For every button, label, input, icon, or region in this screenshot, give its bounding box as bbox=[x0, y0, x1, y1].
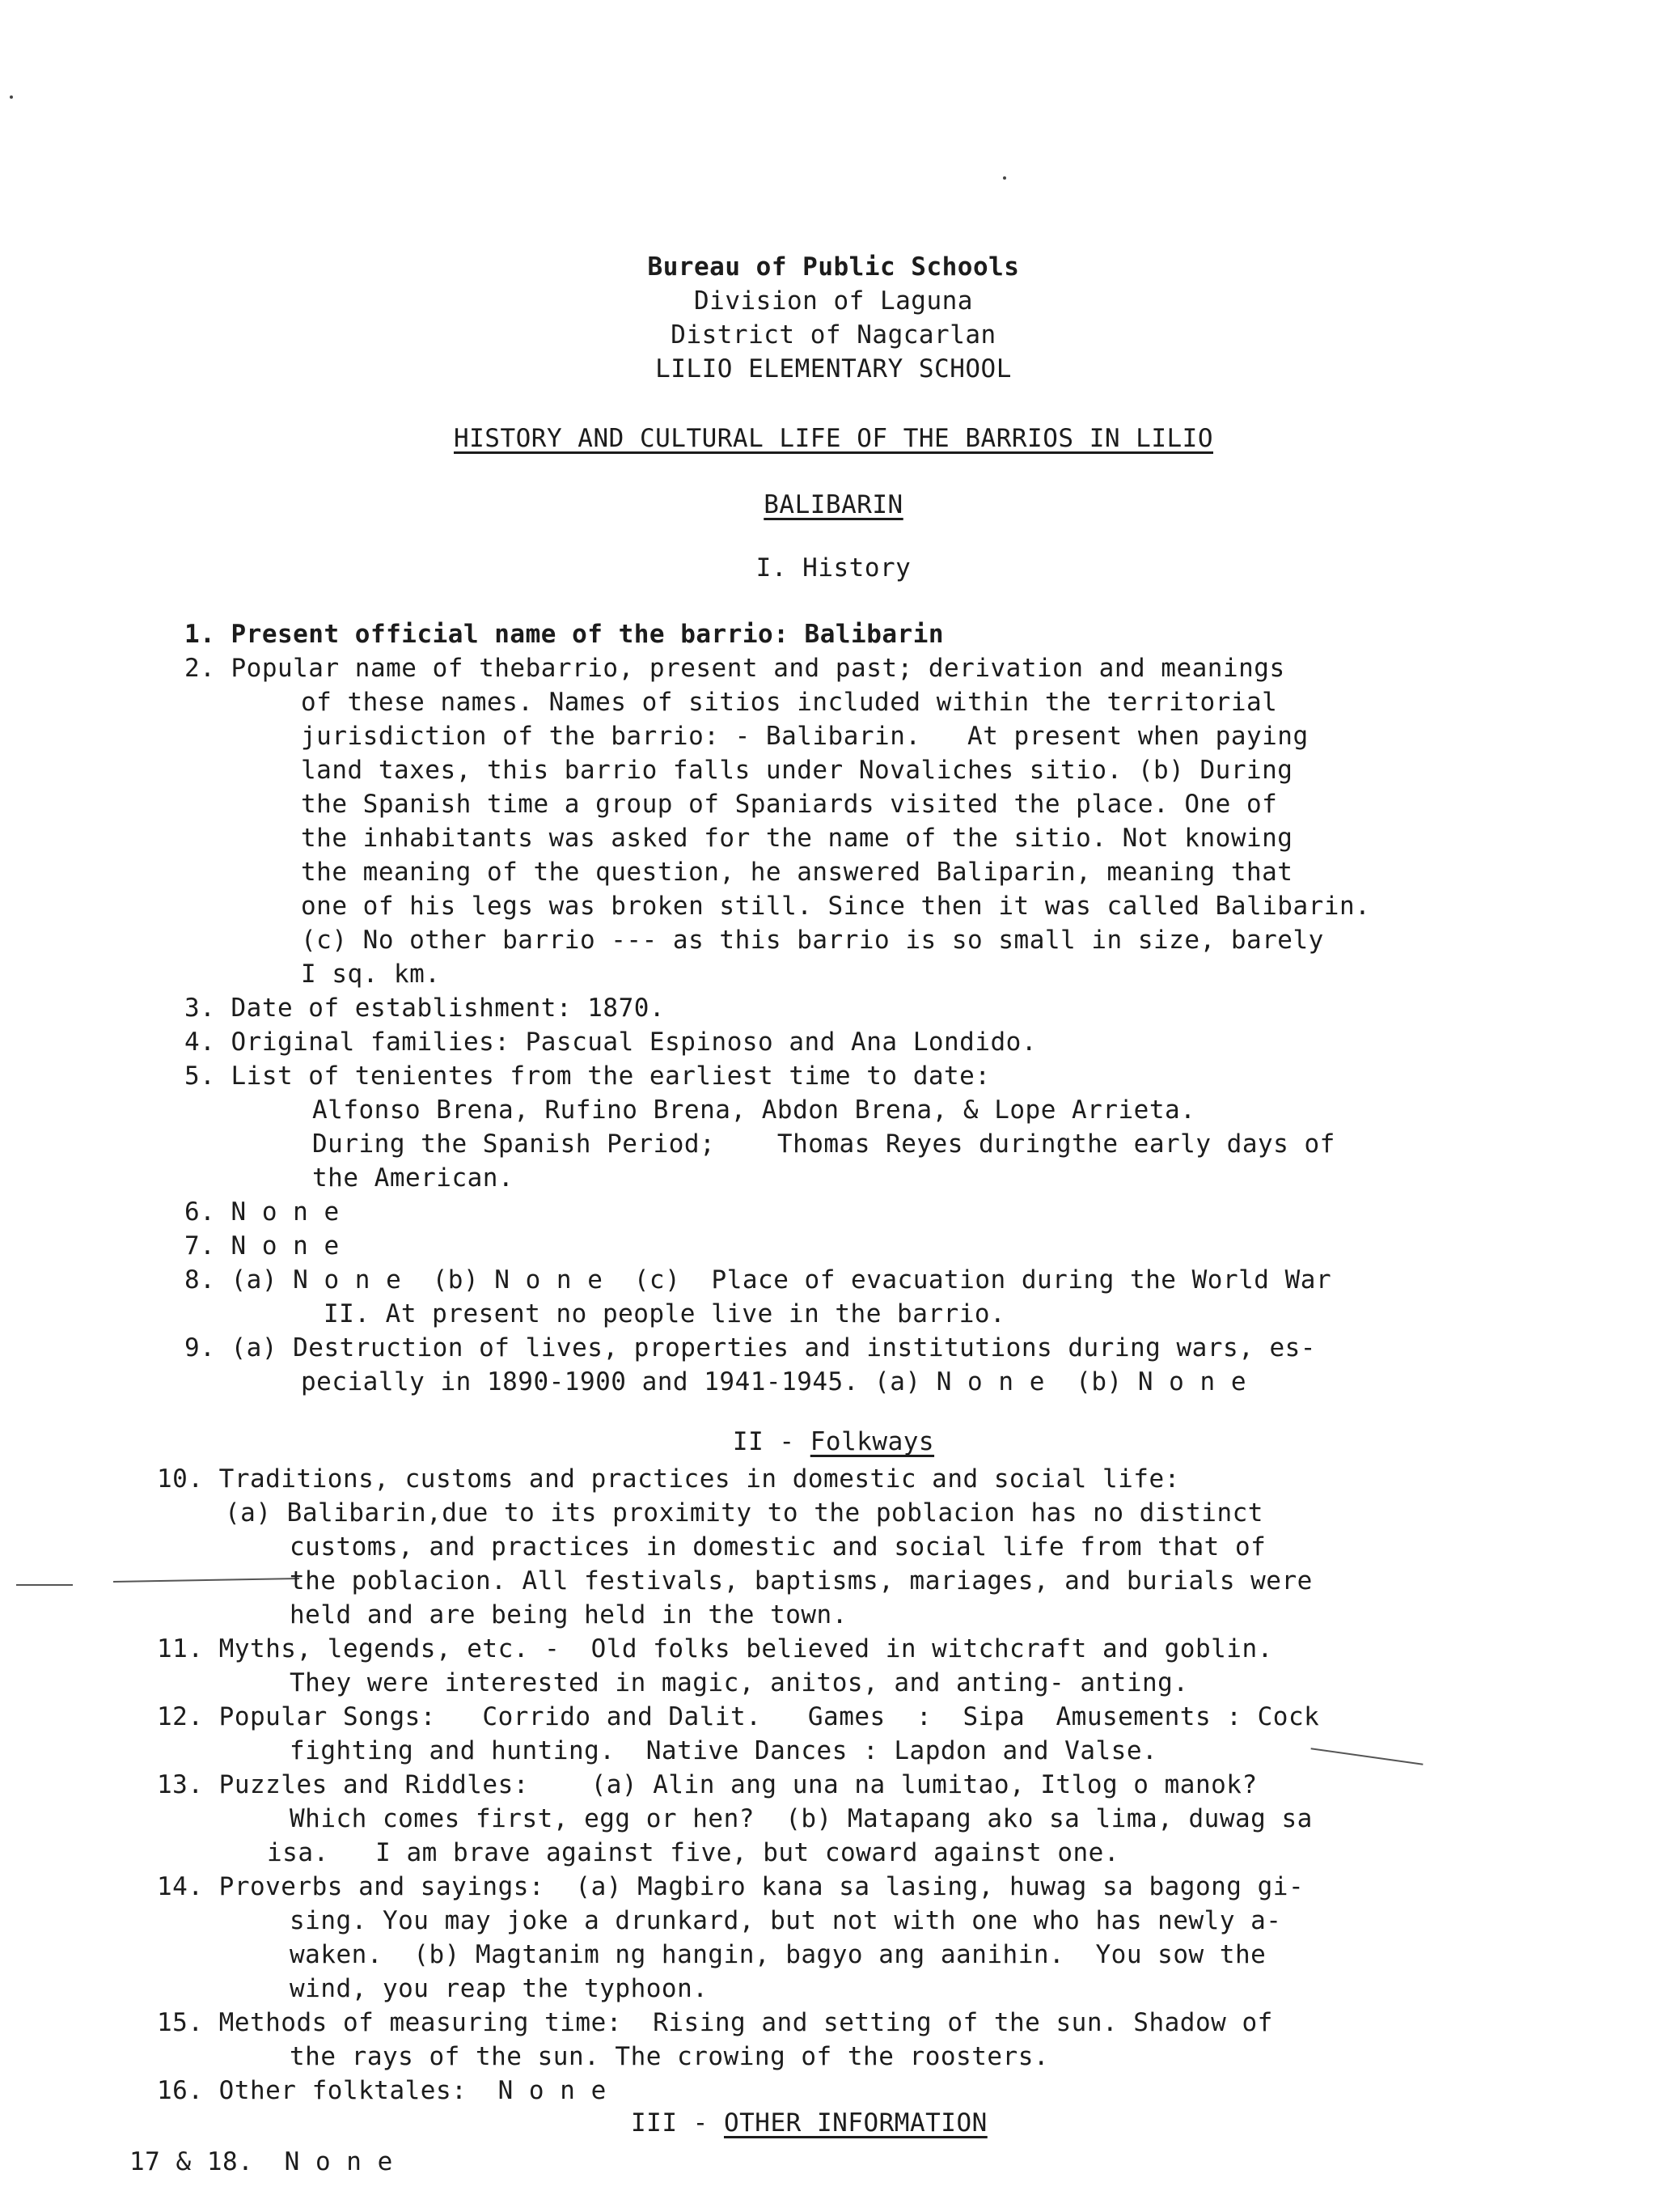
item-8-line: 8. (a) N o n e (b) N o n e (c) Place of evacuation during the World War bbox=[184, 1265, 1332, 1295]
scan-stroke bbox=[16, 1584, 73, 1586]
item-13-line: Which comes first, egg or hen? (b) Matapang ako sa lima, duwag sa bbox=[290, 1804, 1313, 1833]
item-5-line: the American. bbox=[312, 1163, 514, 1193]
item-2-line: of these names. Names of sitios included within the territorial bbox=[301, 688, 1278, 717]
item-10-line: the poblacion. All festivals, baptisms, mariages, and burials were bbox=[290, 1566, 1313, 1595]
item-12-line: 12. Popular Songs: Corrido and Dalit. Games : Sipa Amusements : Cock bbox=[157, 1702, 1320, 1731]
item-1: 1. Present official name of the barrio: Balibarin bbox=[184, 620, 945, 649]
header-division: Division of Laguna bbox=[694, 286, 973, 316]
scan-speck bbox=[1003, 176, 1006, 180]
item-10-line: held and are being held in the town. bbox=[290, 1600, 848, 1629]
item-7: 7. N o n e bbox=[184, 1231, 340, 1261]
item-2-line: the Spanish time a group of Spaniards visited the place. One of bbox=[301, 790, 1278, 819]
item-10-line: (a) Balibarin,due to its proximity to the poblacion has no distinct bbox=[225, 1498, 1263, 1528]
item-5-line: 5. List of tenientes from the earliest time to date: bbox=[184, 1062, 991, 1091]
header-bureau: Bureau of Public Schools bbox=[647, 252, 1020, 282]
item-10-line: 10. Traditions, customs and practices in domestic and social life: bbox=[157, 1464, 1180, 1494]
item-6: 6. N o n e bbox=[184, 1197, 340, 1227]
section-heading-folkways bbox=[0, 1426, 1667, 1458]
section-3-number: III - bbox=[631, 2108, 724, 2138]
item-2-line: (c) No other barrio --- as this barrio is so small in size, barely bbox=[301, 926, 1324, 955]
item-15-line: the rays of the sun. The crowing of the roosters. bbox=[290, 2042, 1050, 2071]
section-3-title: OTHER INFORMATION bbox=[723, 2108, 988, 2138]
item-14-line: wind, you reap the typhoon. bbox=[290, 1974, 709, 2003]
item-2-line: jurisdiction of the barrio: - Balibarin. At present when paying bbox=[301, 722, 1309, 751]
scan-stroke bbox=[113, 1578, 299, 1583]
item-10-line: customs, and practices in domestic and social life from that of bbox=[290, 1532, 1267, 1562]
item-12-line: fighting and hunting. Native Dances : Lapdon and Valse. bbox=[290, 1736, 1158, 1765]
item-14-line: waken. (b) Magtanim ng hangin, bagyo ang aanihin. You sow the bbox=[290, 1940, 1267, 1969]
header-school: LILIO ELEMENTARY SCHOOL bbox=[655, 354, 1012, 383]
item-4: 4. Original families: Pascual Espinoso and Ana Londido. bbox=[184, 1028, 1037, 1057]
item-11-line: They were interested in magic, anitos, and anting- anting. bbox=[290, 1668, 1189, 1697]
item-9-line: 9. (a) Destruction of lives, properties and institutions during wars, es- bbox=[184, 1333, 1316, 1362]
item-17-18: 17 & 18. N o n e bbox=[129, 2147, 393, 2176]
scan-speck bbox=[10, 95, 13, 99]
item-3: 3. Date of establishment: 1870. bbox=[184, 994, 666, 1023]
item-5-line: Alfonso Brena, Rufino Brena, Abdon Brena, & Lope Arrieta. bbox=[312, 1095, 1196, 1125]
item-16: 16. Other folktales: N o n e bbox=[157, 2076, 607, 2105]
document-title: HISTORY AND CULTURAL LIFE OF THE BARRIOS IN LILIO bbox=[453, 424, 1213, 453]
item-13-line: isa. I am brave against five, but coward against one. bbox=[267, 1838, 1119, 1867]
item-11-line: 11. Myths, legends, etc. - Old folks believed in witchcraft and goblin. bbox=[157, 1634, 1273, 1663]
item-13-line: 13. Puzzles and Riddles: (a) Alin ang una na lumitao, Itlog o manok? bbox=[157, 1770, 1258, 1799]
item-2-line: one of his legs was broken still. Since then it was called Balibarin. bbox=[301, 892, 1371, 921]
item-2-line: land taxes, this barrio falls under Novaliches sitio. (b) During bbox=[301, 756, 1293, 785]
section-heading-other-information bbox=[631, 2107, 988, 2139]
item-5-line: During the Spanish Period; Thomas Reyes duringthe early days of bbox=[312, 1129, 1335, 1159]
section-2-title: Folkways bbox=[810, 1427, 935, 1456]
barrio-name: BALIBARIN bbox=[764, 490, 903, 519]
item-8-line: II. At present no people live in the barrio. bbox=[324, 1299, 1006, 1328]
item-2-line: I sq. km. bbox=[301, 960, 441, 989]
item-2-line: the meaning of the question, he answered Baliparin, meaning that bbox=[301, 858, 1293, 887]
header-district: District of Nagcarlan bbox=[671, 320, 996, 350]
item-15-line: 15. Methods of measuring time: Rising and setting of the sun. Shadow of bbox=[157, 2008, 1273, 2037]
scan-stroke bbox=[1311, 1748, 1424, 1765]
item-2-line: the inhabitants was asked for the name of the sitio. Not knowing bbox=[301, 824, 1293, 853]
item-14-line: 14. Proverbs and sayings: (a) Magbiro kana sa lasing, huwag sa bagong gi- bbox=[157, 1872, 1305, 1901]
item-14-line: sing. You may joke a drunkard, but not with one who has newly a- bbox=[290, 1906, 1282, 1935]
section-heading-history: I. History bbox=[755, 553, 912, 583]
section-2-number: II - bbox=[732, 1427, 810, 1456]
item-2-line: 2. Popular name of thebarrio, present and past; derivation and meanings bbox=[184, 654, 1285, 683]
item-9-line: pecially in 1890-1900 and 1941-1945. (a) N o n e (b) N o n e bbox=[301, 1367, 1246, 1396]
